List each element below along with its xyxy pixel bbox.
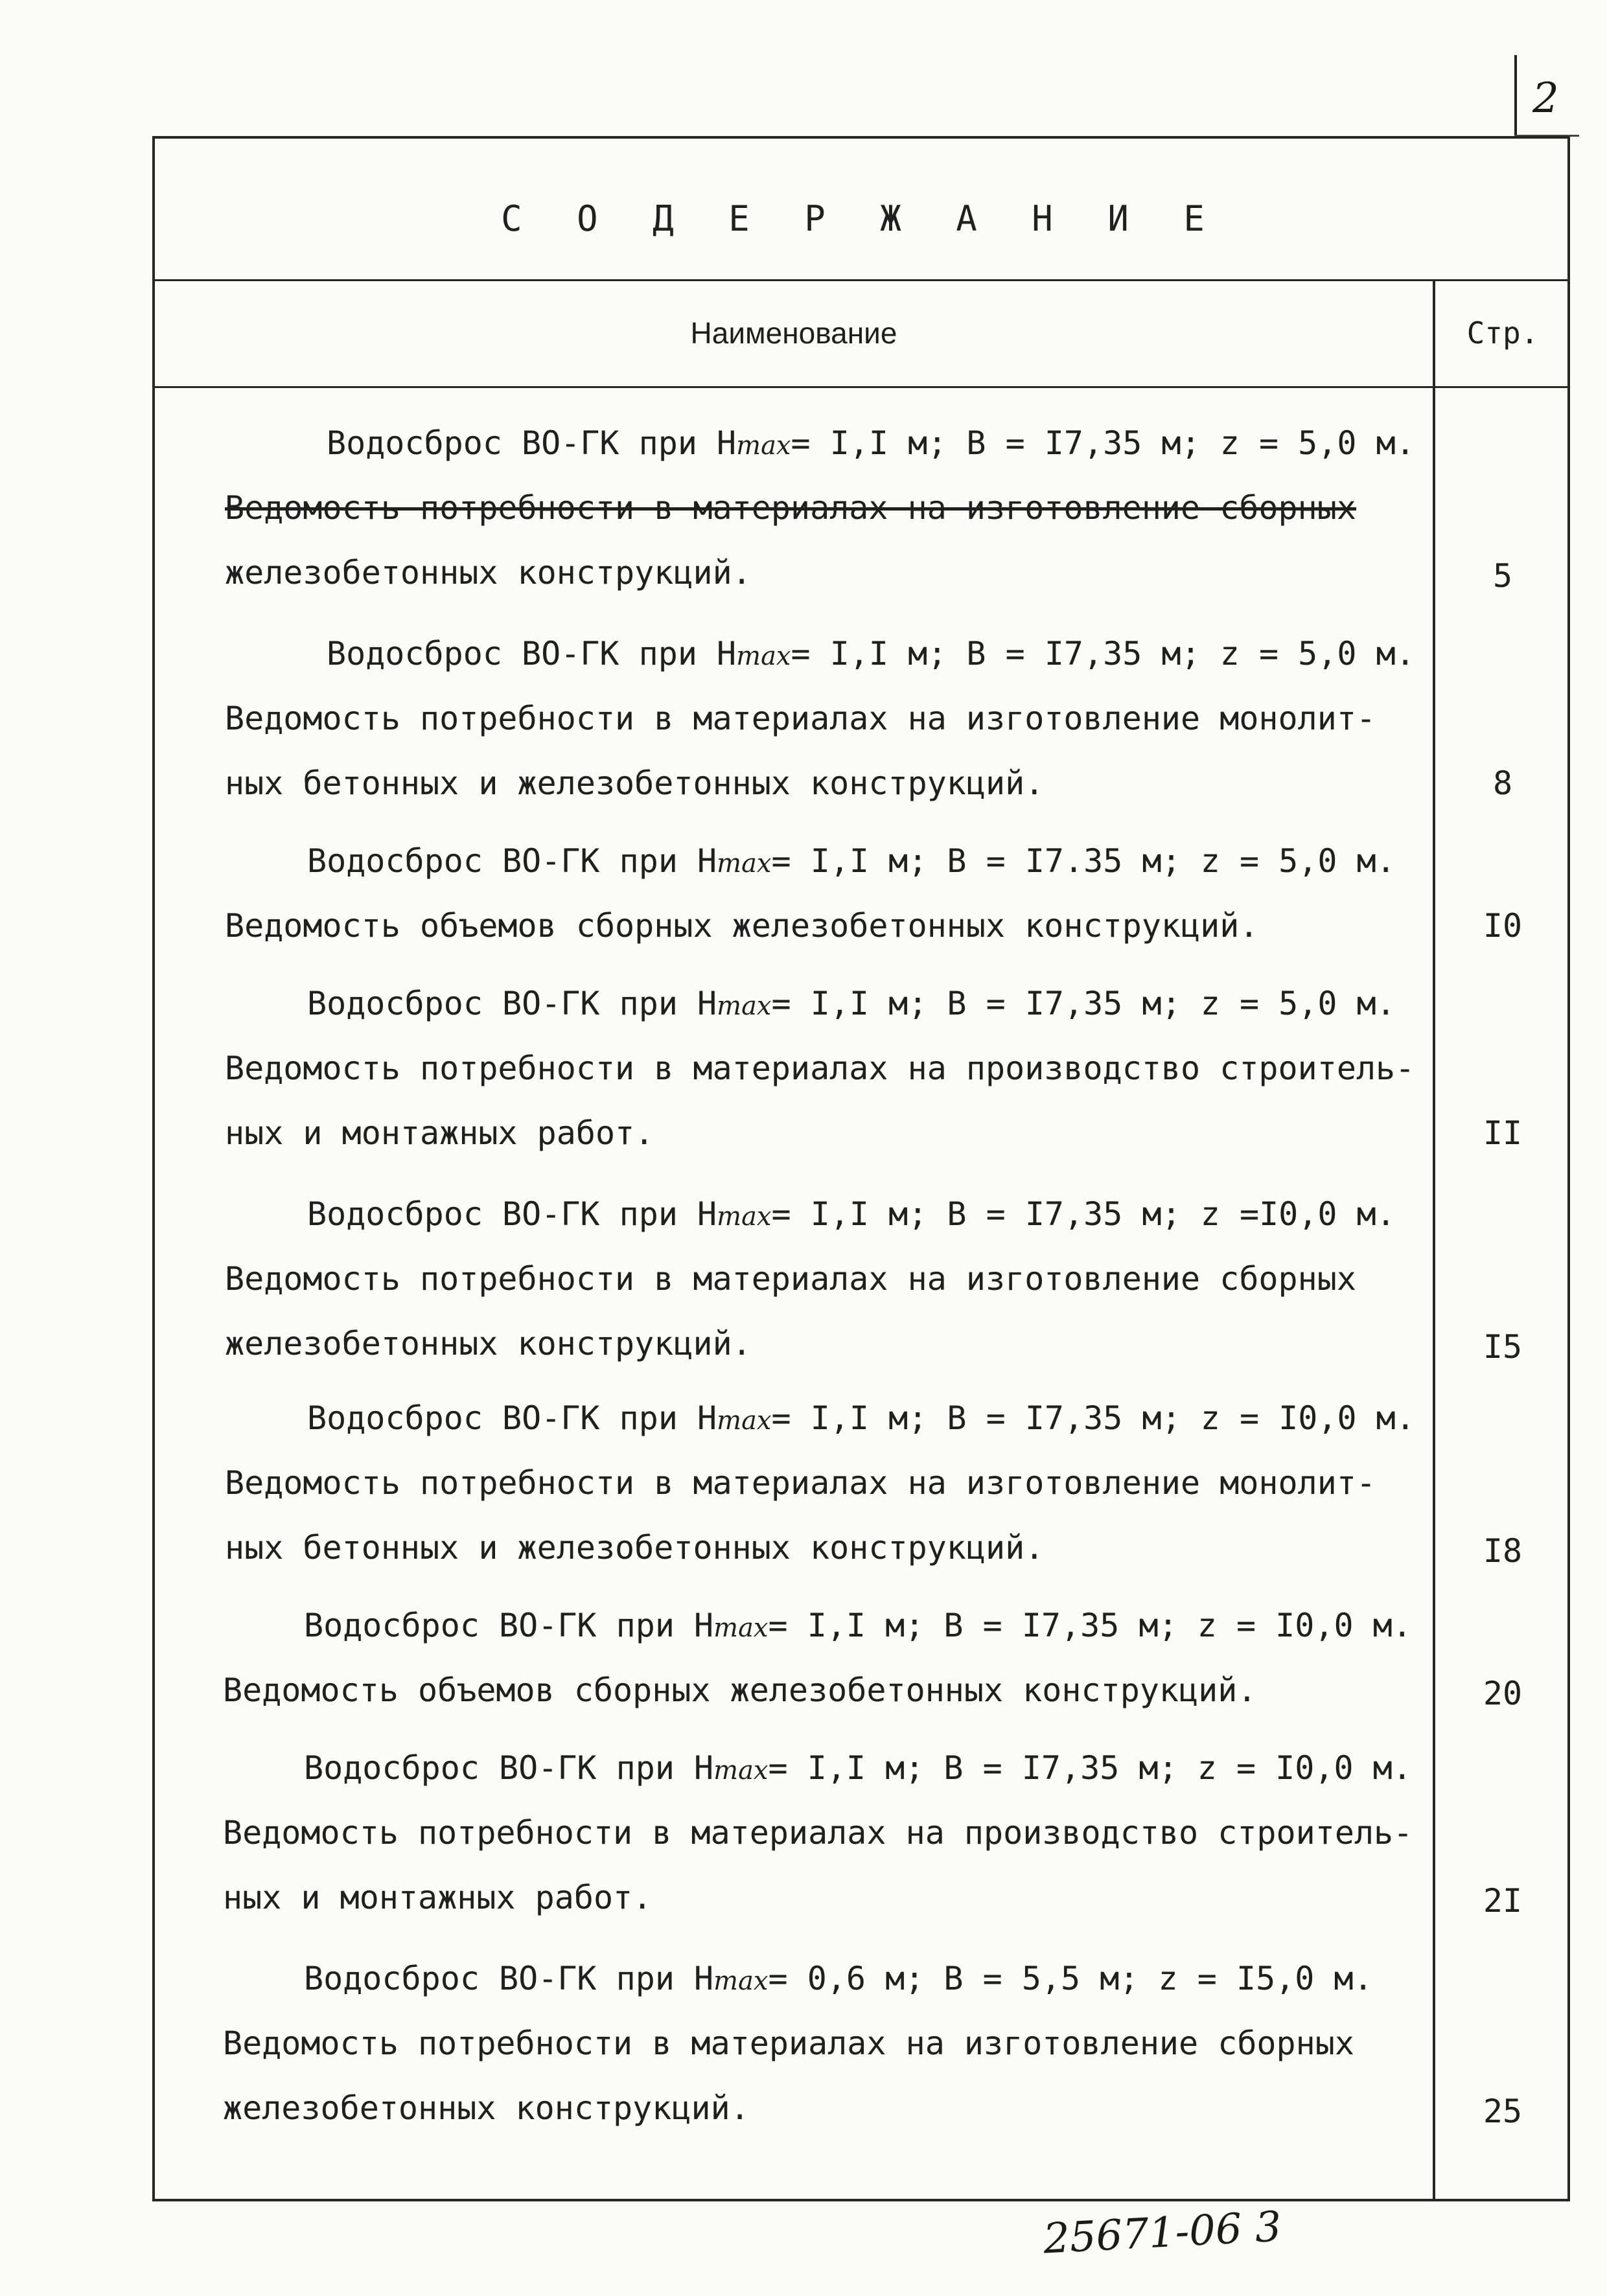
entry-line: Ведомость потребности в материалах на изготовление сборных — [225, 489, 1356, 527]
column-header-page: Стр. — [1466, 316, 1539, 350]
entry-line: Ведомость объемов сборных железобетонных конструкций. — [225, 907, 1259, 945]
column-header-name: Наименование — [690, 316, 897, 350]
entry-heading: Водосброс ВО-ГК при Нmax= I,I м; В = I7,35 м; z = I0,0 м. — [304, 1607, 1412, 1644]
entry-line: железобетонных конструкций. — [225, 554, 752, 591]
entry-page-number: 2I — [1483, 1882, 1523, 1920]
entry-heading: Водосброс ВО-ГК при Нmax= I,I м; В = I7,35 м; z = 5,0 м. — [327, 635, 1415, 672]
corner-rule — [1514, 55, 1517, 136]
entry-page-number: 25 — [1483, 2093, 1523, 2130]
entry-page-number: 20 — [1483, 1675, 1523, 1712]
entry-line: железобетонных конструкций. — [223, 2089, 750, 2127]
entry-line: Ведомость объемов сборных железобетонных конструкций. — [223, 1671, 1257, 1709]
entry-heading: Водосброс ВО-ГК при Нmax= I,I м; В = I7,35 м; z = I0,0 м. — [304, 1749, 1412, 1787]
entry-page-number: I0 — [1483, 907, 1523, 945]
entry-heading: Водосброс ВО-ГК при Нmax= I,I м; В = I7.35 м; z = 5,0 м. — [307, 842, 1396, 880]
sheet-number: 2 — [1532, 75, 1559, 122]
entry-page-number: 5 — [1492, 557, 1513, 595]
entry-line: железобетонных конструкций. — [225, 1325, 752, 1362]
entry-line: Ведомость потребности в материалах на изготовление монолит- — [225, 1464, 1376, 1502]
page-title: С О Д Е Р Ж А Н И Е — [501, 198, 1221, 239]
entry-page-number: II — [1483, 1114, 1523, 1152]
entry-heading: Водосброс ВО-ГК при Нmax= I,I м; В = I7,35 м; z = I0,0 м. — [307, 1399, 1415, 1437]
entry-page-number: I8 — [1483, 1532, 1523, 1570]
contents-table — [152, 136, 1570, 2201]
entry-line: Ведомость потребности в материалах на изготовление сборных — [223, 2025, 1354, 2062]
entry-line: ных бетонных и железобетонных конструкций. — [225, 1529, 1045, 1567]
column-header-row — [155, 281, 1567, 388]
entry-page-number: I5 — [1483, 1328, 1523, 1366]
entry-line: Ведомость потребности в материалах на изготовление сборных — [225, 1260, 1356, 1298]
entry-line: Ведомость потребности в материалах на производство строитель- — [225, 1050, 1415, 1087]
entry-line: ных и монтажных работ. — [225, 1114, 654, 1152]
entry-line: Ведомость потребности в материалах на производство строитель- — [223, 1814, 1413, 1852]
entry-line: ных бетонных и железобетонных конструкций. — [225, 764, 1045, 802]
entry-heading: Водосброс ВО-ГК при Нmax= I,I м; В = I7,35 м; z = 5,0 м. — [327, 424, 1415, 462]
entry-heading: Водосброс ВО-ГК при Нmax= I,I м; В = I7,35 м; z = 5,0 м. — [307, 985, 1396, 1022]
entry-line: Ведомость потребности в материалах на изготовление монолит- — [225, 700, 1376, 737]
entry-line: ных и монтажных работ. — [223, 1879, 653, 1916]
document-code: 25671-06 3 — [1042, 2203, 1283, 2264]
title-row — [155, 139, 1567, 281]
entry-heading: Водосброс ВО-ГК при Нmax= I,I м; В = I7,35 м; z =I0,0 м. — [307, 1195, 1396, 1233]
entry-page-number: 8 — [1492, 764, 1513, 802]
entry-heading: Водосброс ВО-ГК при Нmax= 0,6 м; В = 5,5 м; z = I5,0 м. — [304, 1960, 1373, 1997]
